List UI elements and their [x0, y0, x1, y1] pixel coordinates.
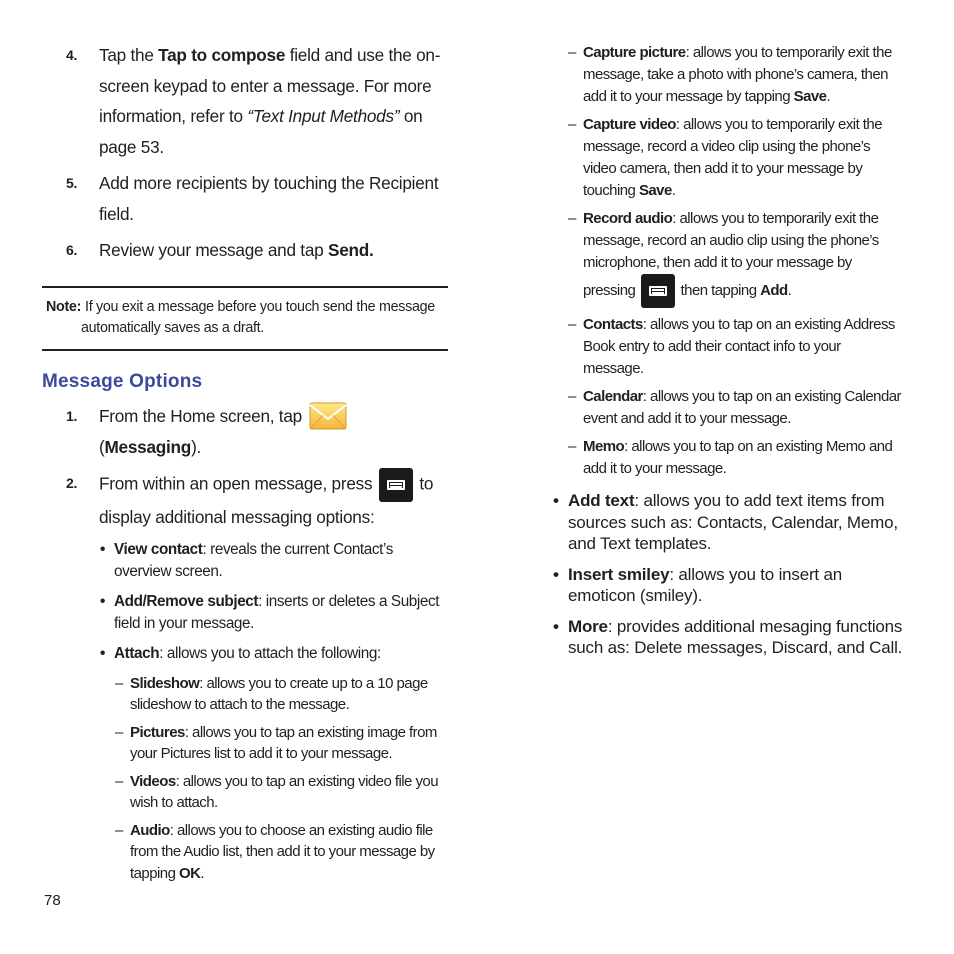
bullet-dot: • [100, 644, 105, 662]
bullet-attach: • Attach: allows you to attach the following: [42, 643, 448, 665]
dash-contacts: – Contacts: allows you to tap on an existing Address Book entry to add their contact info to your message. [568, 316, 895, 377]
cross-reference: “Text Input Methods” [247, 106, 400, 126]
tap-to-compose-label: Tap to compose [158, 45, 286, 65]
bullet-insert-smiley: • Insert smiley: allows you to insert an emoticon (smiley). [553, 564, 842, 605]
send-label: Send. [327, 240, 374, 260]
bullet-add-text: • Add text: allows you to add text items from sources such as: Contacts, Calendar, Memo, and Text templates. [553, 491, 898, 553]
menu-key-icon [379, 468, 413, 502]
section-heading: Message Options [42, 370, 203, 392]
step-number: 6. [66, 242, 78, 258]
step-4: 4. Tap the Tap to compose field and use the on-screen keypad to enter a message. For more information, refer to “Text Input Methods” on page 53. [42, 40, 448, 162]
messaging-envelope-icon [309, 398, 347, 432]
bullet-dot: • [100, 540, 105, 558]
note-text-line1: If you exit a message before you touch send the message [85, 298, 435, 315]
option-step-1: 1. From the Home screen, tap (Messaging). [42, 401, 448, 463]
page-number: 78 [44, 892, 61, 909]
note-box [42, 286, 448, 351]
dash-mark: – [115, 772, 123, 790]
step-number: 4. [66, 47, 78, 63]
dash-mark: – [568, 44, 576, 61]
dash-videos: – Videos: allows you to tap an existing video file you wish to attach. [115, 772, 438, 812]
bullet-dot: • [553, 616, 559, 636]
bullet-more: • More: provides additional mesaging functions such as: Delete messages, Discard, and Call. [553, 616, 903, 657]
step-5: 5. Add more recipients by touching the Recipient field. [42, 168, 448, 229]
dash-mark: – [568, 388, 576, 405]
dash-record-audio: – Record audio: allows you to temporarily exit the message, record an audio clip using the phone’s microphone, then add it to your message by pressing then tapping Add. [553, 208, 903, 308]
dash-audio: – Audio: allows you to choose an existing audio file from the Audio list, then add it to your message by tapping OK. [115, 821, 435, 882]
dash-mark: – [568, 116, 576, 133]
right-column [553, 42, 903, 668]
option-step-2: 2. From within an open message, press to display additional messaging options: [42, 468, 448, 533]
bullet-add-remove-subject: • Add/Remove subject: inserts or deletes a Subject field in your message. [100, 592, 440, 632]
dash-mark: – [568, 210, 576, 227]
menu-key-icon [641, 274, 675, 308]
bullet-dot: • [553, 564, 559, 584]
dash-mark: – [115, 674, 123, 692]
bullet-dot: • [100, 592, 105, 610]
step-number: 5. [66, 175, 78, 191]
note-text-line2: automatically saves as a draft. [81, 319, 265, 336]
dash-mark: – [568, 316, 576, 333]
step-number: 2. [66, 475, 78, 492]
bullet-dot: • [553, 491, 559, 510]
dash-mark: – [115, 723, 123, 741]
step-6: 6. Review your message and tap Send. [42, 235, 448, 266]
dash-mark: – [115, 821, 123, 839]
dash-capture-picture: – Capture picture: allows you to temporarily exit the message, take a photo with phone’s camera, then add it to your message by tapping Save. [568, 44, 892, 105]
note-label: Note: [46, 298, 82, 315]
left-column [42, 40, 448, 890]
bullet-view-contact: • View contact: reveals the current Contact’s overview screen. [100, 540, 393, 580]
dash-pictures: – Pictures: allows you to tap an existing image from your Pictures list to add it to your message. [115, 723, 437, 763]
step-number: 1. [66, 407, 78, 424]
dash-mark: – [568, 438, 576, 455]
dash-capture-video: – Capture video: allows you to temporarily exit the message, record a video clip using the phone’s video camera, then add it to your message by touching Save. [568, 116, 883, 199]
messaging-label: Messaging [104, 436, 192, 457]
dash-calendar: – Calendar: allows you to tap on an existing Calendar event and add it to your message. [568, 388, 901, 427]
dash-memo: – Memo: allows you to tap on an existing Memo and add it to your message. [568, 438, 893, 477]
dash-slideshow: – Slideshow: allows you to create up to a 10 page slideshow to attach to the message. [115, 674, 428, 714]
